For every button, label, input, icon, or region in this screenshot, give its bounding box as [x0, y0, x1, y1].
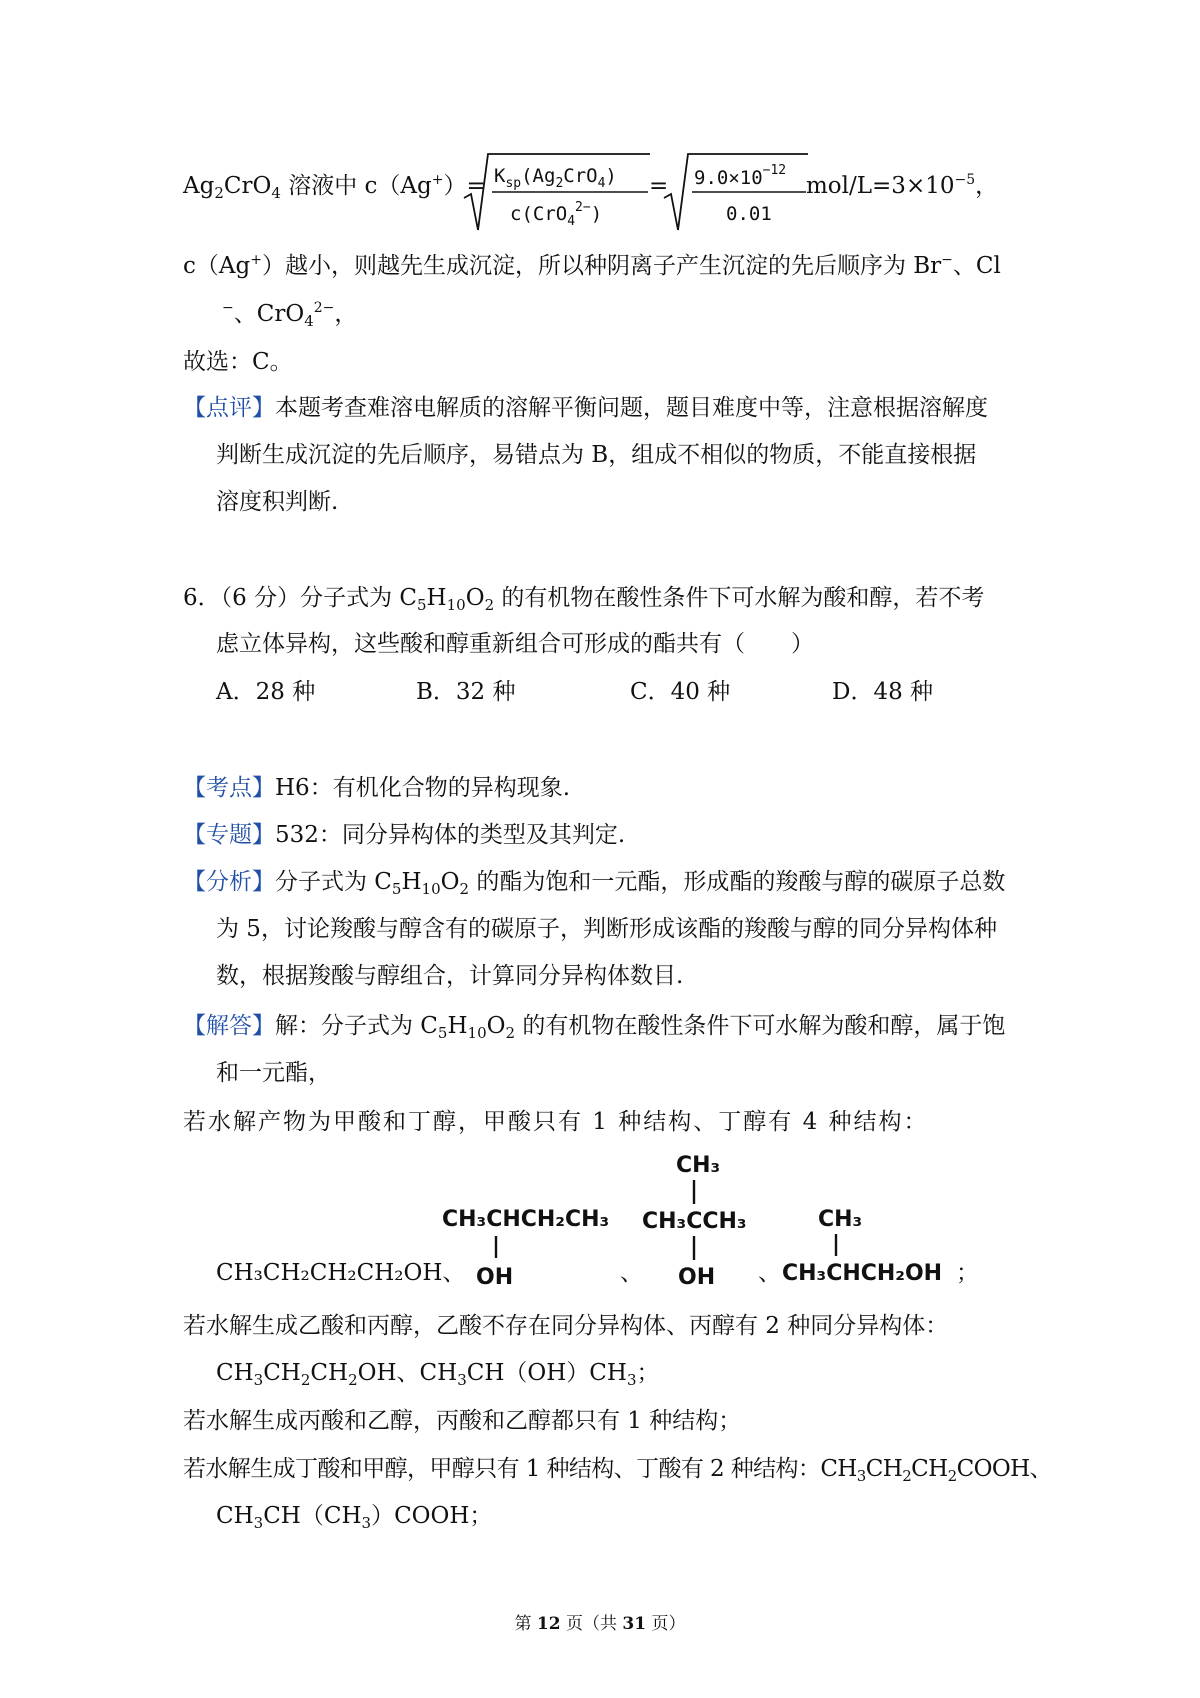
ksp-cro-sub: 4: [597, 176, 606, 191]
p2b-a: CH: [216, 1360, 254, 1386]
text-cro: CrO: [223, 173, 272, 199]
comment-line-1: [183, 392, 988, 424]
text-line-ag-smaller: [183, 250, 1001, 282]
comment-text-3: 溶度积判断.: [216, 489, 339, 515]
jieda-text-b: 的有机物在酸性条件下可水解为酸和醇，属于饱: [515, 1013, 1006, 1039]
text-solution: 溶液中 c（Ag: [280, 173, 432, 199]
fenxi-text-b: 的酯为饱和一元酯，形成酯的羧酸与醇的碳原子总数: [469, 869, 1006, 895]
p2b-s3: 2: [348, 1371, 358, 1389]
p2b-s1: 3: [253, 1371, 264, 1389]
q6-text-2: 虑立体异构，这些酸和醇重新组合可形成的酯共有（ ）: [216, 631, 814, 657]
fenxi-sub2: 10: [421, 880, 441, 898]
structure-2-methyl-1-propanol: [780, 1198, 960, 1298]
sqrt-fraction-ksp: [462, 148, 652, 234]
p5-a: CH: [216, 1503, 254, 1529]
fenxi-sub1: 5: [391, 880, 402, 898]
page-footer: [0, 1609, 1200, 1634]
p1-text: 若水解产物为甲酸和丁醇，甲酸只有 1 种结构、丁醇有 4 种结构：: [183, 1109, 929, 1135]
den-001: 0.01: [726, 203, 772, 225]
p2b-e: CH（OH）CH: [466, 1360, 627, 1386]
paragraph-propionic-ethanol: [183, 1405, 741, 1437]
sub-2: 2: [214, 184, 224, 202]
q6-sub2: 10: [446, 596, 466, 614]
jieda-text-2: 和一元酯，: [216, 1060, 331, 1086]
q6-h: H: [426, 585, 447, 611]
footer-total-pages: 31: [622, 1614, 647, 1634]
paragraph-acetic-propanol: [183, 1310, 948, 1342]
q6-text-b: 的有机物在酸性条件下可水解为酸和醇，若不考: [494, 585, 985, 611]
fenxi-sub3: 2: [459, 880, 470, 898]
p4-s3: 2: [947, 1467, 957, 1485]
text-equals: ）=: [443, 173, 486, 199]
formula-line-ag2cro4: [183, 170, 486, 202]
jieda-line-2: [216, 1057, 331, 1089]
p2b-f: ；: [636, 1360, 660, 1386]
p2b-d: OH、CH: [357, 1360, 458, 1386]
butanol-linear-text: CH₃CH₂CH₂CH₂OH、: [216, 1260, 466, 1286]
fenxi-text-3: 数，根据羧酸与醇组合，计算同分异构体数目.: [216, 963, 684, 989]
option-c-text: C．40 种: [630, 679, 731, 705]
paragraph-formic-butanol: [183, 1106, 929, 1138]
p5-b: CH（CH: [263, 1503, 362, 1529]
jieda-h: H: [447, 1013, 468, 1039]
kaodian-line: [183, 772, 570, 804]
zhuanti-text: 532：同分异构体的类型及其判定.: [275, 822, 626, 848]
propanol-formulas: [216, 1357, 660, 1389]
sup-minus5: −5: [954, 172, 976, 188]
structures-end: [956, 1257, 979, 1289]
structure-tert-butanol: [640, 1146, 760, 1298]
s2-oh: OH: [678, 1265, 716, 1290]
text-comma: ，: [975, 173, 999, 199]
svg-text:Ksp(Ag2CrO4): [494, 165, 617, 191]
den-sub: 4: [567, 214, 576, 229]
text-eq: =: [649, 173, 669, 199]
q6-sub3: 2: [484, 596, 495, 614]
p4-a: CH: [820, 1456, 857, 1482]
ksp-ag: (Ag: [521, 165, 556, 187]
formula-line-tail: [806, 170, 998, 202]
p4-c: CH: [911, 1456, 948, 1482]
sub-4: 4: [271, 184, 281, 202]
p2-text: 若水解生成乙酸和丙醇，乙酸不存在同分异构体、丙醇有 2 种同分异构体：: [183, 1313, 949, 1339]
s2-main: CH₃CCH₃: [642, 1209, 747, 1234]
paragraph-butyric-methanol: [183, 1453, 1052, 1485]
footer-a: 第: [514, 1614, 537, 1634]
den-close: ): [590, 203, 603, 225]
answer-line: [183, 346, 293, 378]
s2-top: CH₃: [676, 1153, 721, 1178]
fenxi-line-1: [183, 866, 1005, 898]
option-a: [216, 676, 315, 708]
p5-s2: 3: [361, 1514, 372, 1532]
num-9: 9.0×10: [694, 167, 763, 189]
p4-text: 若水解生成丁酸和甲醇，甲醇只有 1 种结构、丁酸有 2 种结构：: [183, 1456, 821, 1482]
comment-tag: 【点评】: [183, 395, 275, 421]
structure-2-butanol: [440, 1198, 620, 1298]
option-d-text: D．48 种: [832, 679, 934, 705]
jieda-text-a: 解：分子式为 C: [275, 1013, 438, 1039]
footer-c: 页）: [646, 1614, 686, 1634]
sep1-text: 、: [620, 1260, 643, 1286]
kaodian-text: H6：有机化合物的异构现象.: [275, 775, 571, 801]
jieda-sub1: 5: [437, 1024, 448, 1042]
p2b-s5: 3: [626, 1371, 637, 1389]
option-b-text: B．32 种: [416, 679, 516, 705]
jieda-line-1: [183, 1010, 1005, 1042]
question-6-line-2: [216, 628, 814, 660]
den-sup: 2−: [575, 200, 591, 215]
jieda-tag: 【解答】: [183, 1013, 275, 1039]
zhuanti-tag: 【专题】: [183, 822, 275, 848]
sup-plus2: +: [250, 252, 262, 268]
p4-b: CH: [865, 1456, 903, 1482]
option-d: [832, 676, 933, 708]
question-6-line-1: [183, 582, 984, 614]
p2b-c: CH: [310, 1360, 349, 1386]
q6-o: O: [465, 585, 485, 611]
comment-line-3: [216, 486, 338, 518]
p5-s1: 3: [253, 1514, 264, 1532]
text-line-cro4: [222, 298, 357, 330]
end-text: ；: [956, 1260, 979, 1286]
s3-top: CH₃: [818, 1207, 863, 1232]
q6-sub1: 5: [417, 596, 427, 614]
ksp-cro: CrO: [563, 165, 598, 187]
butanol-linear: [216, 1257, 465, 1289]
separator-2: [758, 1257, 781, 1289]
text-order: ）越小，则越先生成沉淀，所以种阴离子产生沉淀的先后顺序为 Br: [261, 253, 942, 279]
p4-s1: 3: [856, 1467, 866, 1485]
ksp-close: ): [605, 165, 617, 187]
sup-cro4: 2−: [313, 300, 335, 316]
comment-text-2: 判断生成沉淀的先后顺序，易错点为 B，组成不相似的物质，不能直接根据: [216, 442, 977, 468]
fenxi-line-2: [216, 913, 997, 945]
jieda-sub2: 10: [467, 1024, 487, 1042]
s1-main: CH₃CHCH₂CH₃: [442, 1207, 610, 1232]
option-b: [416, 676, 515, 708]
p2b-s4: 3: [457, 1371, 467, 1389]
text-cag: c（Ag: [183, 253, 251, 279]
svg-text:9.0×10−12: [694, 163, 786, 189]
p5-c: ）COOH；: [371, 1503, 493, 1529]
svg-text:c(CrO42−): [510, 200, 602, 229]
text-cro4: 、CrO: [233, 301, 305, 327]
num-sup: −12: [762, 163, 787, 178]
sup-br: −: [941, 252, 953, 268]
p3-text: 若水解生成丙酸和乙醇，丙酸和乙醇都只有 1 种结构；: [183, 1408, 742, 1434]
comment-text-1: 本题考查难溶电解质的溶解平衡问题，题目难度中等，注意根据溶解度: [275, 395, 988, 421]
fenxi-text-2: 为 5，讨论羧酸与醇含有的碳原子，判断形成该酯的羧酸与醇的同分异构体种: [216, 916, 997, 942]
text-cl: 、Cl: [952, 253, 1001, 279]
text-answer-c: 故选：C。: [183, 349, 293, 375]
text-comma2: ，: [334, 301, 358, 327]
fenxi-text-a: 分子式为 C: [275, 869, 392, 895]
fenxi-tag: 【分析】: [183, 869, 275, 895]
sub-cro4: 4: [304, 312, 314, 330]
ksp-ag-sub: 2: [555, 176, 564, 191]
sup-plus: +: [431, 172, 444, 188]
fenxi-o: O: [440, 869, 460, 895]
ksp-sub: sp: [505, 176, 522, 191]
option-c: [630, 676, 730, 708]
sep2-text: 、: [758, 1260, 781, 1286]
p2b-s2: 2: [300, 1371, 311, 1389]
zhuanti-line: [183, 819, 625, 851]
jieda-sub3: 2: [505, 1024, 516, 1042]
ksp-k: K: [494, 165, 506, 187]
den-c-cro: c(CrO: [510, 203, 568, 225]
kaodian-tag: 【考点】: [183, 775, 275, 801]
p2b-b: CH: [263, 1360, 301, 1386]
sup-cl: −: [222, 300, 234, 316]
s3-main: CH₃CHCH₂OH: [782, 1261, 943, 1286]
q6-text-a: 6．（6 分）分子式为 C: [183, 585, 417, 611]
fenxi-h: H: [401, 869, 422, 895]
fenxi-line-3: [216, 960, 683, 992]
option-a-text: A．28 种: [216, 679, 316, 705]
p4-d: COOH、: [956, 1456, 1052, 1482]
footer-b: 页（共: [560, 1614, 623, 1634]
jieda-o: O: [486, 1013, 506, 1039]
sqrt-fraction-numeric: [662, 148, 810, 234]
text-mol: mol/L=3×10: [806, 173, 955, 199]
text-ag: Ag: [183, 173, 215, 199]
footer-page-number: 12: [536, 1614, 561, 1634]
isobutyric-formula: [216, 1500, 492, 1532]
comment-line-2: [216, 439, 976, 471]
s1-oh: OH: [476, 1265, 514, 1290]
p4-s2: 2: [902, 1467, 912, 1485]
